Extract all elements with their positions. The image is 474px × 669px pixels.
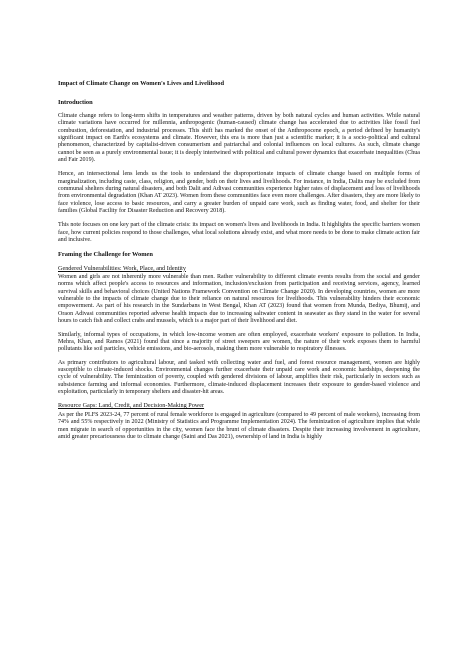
subheading-resource-gaps: Resource Gaps: Land, Credit, and Decision-Making Power [58, 402, 205, 410]
section-heading-framing: Framing the Challenge for Women [58, 250, 153, 258]
paragraph: This note focuses on one key part of the climate crisis: its impact on women's lives and livelihoods in India. It highlights the specific barriers women face, how current policies respond to those challenges, what local solutions already exist, and what more needs to be done to make climate action fair and inclusive. [58, 222, 420, 244]
document-title: Impact of Climate Change on Women's Lives and Livelihood [58, 80, 225, 87]
paragraph: Hence, an intersectional lens lends us the tools to understand the disproportionate impacts of climate change based on multiple forms of marginalization, including caste, class, religion, and gender, both on their lives and livelihoods. For instance, in India, Dalits may be excluded from communal shelters during natural disasters, and both Dalit and Adivasi communities experience higher rates of displacement and loss of livelihoods from environmental degradation (Khan AT 2023). Women from these communities face even more challenges. After disasters, they are more likely to face violence, lose access to basic resources, and carry a greater burden of unpaid care work, such as finding water, food, and shelter for their families (Global Facility for Disaster Reduction and Recovery 2018). [58, 171, 420, 215]
paragraph: Women and girls are not inherently more vulnerable than men. Rather vulnerability to different climate events results from the social and gender norms which affect people's access to resources and information, inclusion/exclusion from participation and receiving services, agency, learned survival skills and behavioral choices (United Nations Framework Convention on Climate Change 2020). In developing countries, women are more vulnerable to the impacts of climate change due to their reliance on natural resources for livelihoods. This vulnerability hinders their economic empowerment. As part of his research in the Sundarbans in West Bengal, Khan AT (2023) found that women from Munda, Bediya, Bhumij, and Oraon Adivasi communities reported adverse health impacts due to increasing saltwater content in seawater as they stand in the water for several hours to catch fish and collect crabs and mussels, which is a major part of their livelihood and diet. [58, 274, 420, 325]
paragraph: As primary contributors to agricultural labour, and tasked with collecting water and fuel, and forest resource management, women are highly susceptible to climate-induced shocks. Environmental changes further exacerbate their unpaid care work and economic hardships, deepening the cycle of vulnerability. The feminization of poverty, coupled with gendered divisions of labour, amplifies their risk, particularly in sectors such as subsistence farming and informal economies. Furthermore, climate-induced displacement increases their exposure to gender-based violence and exploitation, particularly in temporary shelters and disaster-hit areas. [58, 359, 420, 395]
section-heading-introduction: Introduction [58, 99, 93, 106]
paragraph: Similarly, informal types of occupations, in which low-income women are often employed, exacerbate workers' exposure to pollution. In India, Mehra, Khan, and Ramos (2021) found that since a majority of street sweepers are women, the nature of their work exposes them to harmful pollutants like soil particles, vehicle emissions, and bio-aerosols, making them more vulnerable to respiratory illnesses. [58, 331, 420, 353]
paragraph: As per the PLFS 2023-24, 77 percent of rural female workforce is engaged in agriculture (compared to 49 percent of male workers), increasing from 74% and 55% respectively in 2022 (Ministry of Statistics and Programme Implementation 2024). The feminization of agriculture implies that while men migrate in search of opportunities in the city, women face the brunt of climate disasters. Despite their increasing involvement in agriculture, amid greater precariousness due to climate change (Saini and Das 2021), ownership of land in India is highly [58, 411, 420, 440]
paragraph: Climate change refers to long-term shifts in temperatures and weather patterns, driven by both natural cycles and human activities. While natural climate variations have occurred for millennia, anthropogenic (human-caused) climate change has accelerated due to activities like fossil fuel combustion, deforestation, and industrial processes. This shift has marked the onset of the Anthropocene epoch, a period defined by humanity's significant impact on Earth's ecosystems and climate. However, this era is more than just a scientific marker; it is a socio-political and cultural phenomenon, characterized by capitalist-driven consumerism and patriarchal and colonial influences on local cultures. As such, climate change cannot be seen as a purely environmental issue; it is deeply intertwined with political and cultural power dynamics that exacerbate inequalities (Chua and Fair 2019). [58, 113, 420, 164]
subheading-gendered-vulnerabilities: Gendered Vulnerabilities: Work, Place, and Identity [58, 264, 186, 272]
